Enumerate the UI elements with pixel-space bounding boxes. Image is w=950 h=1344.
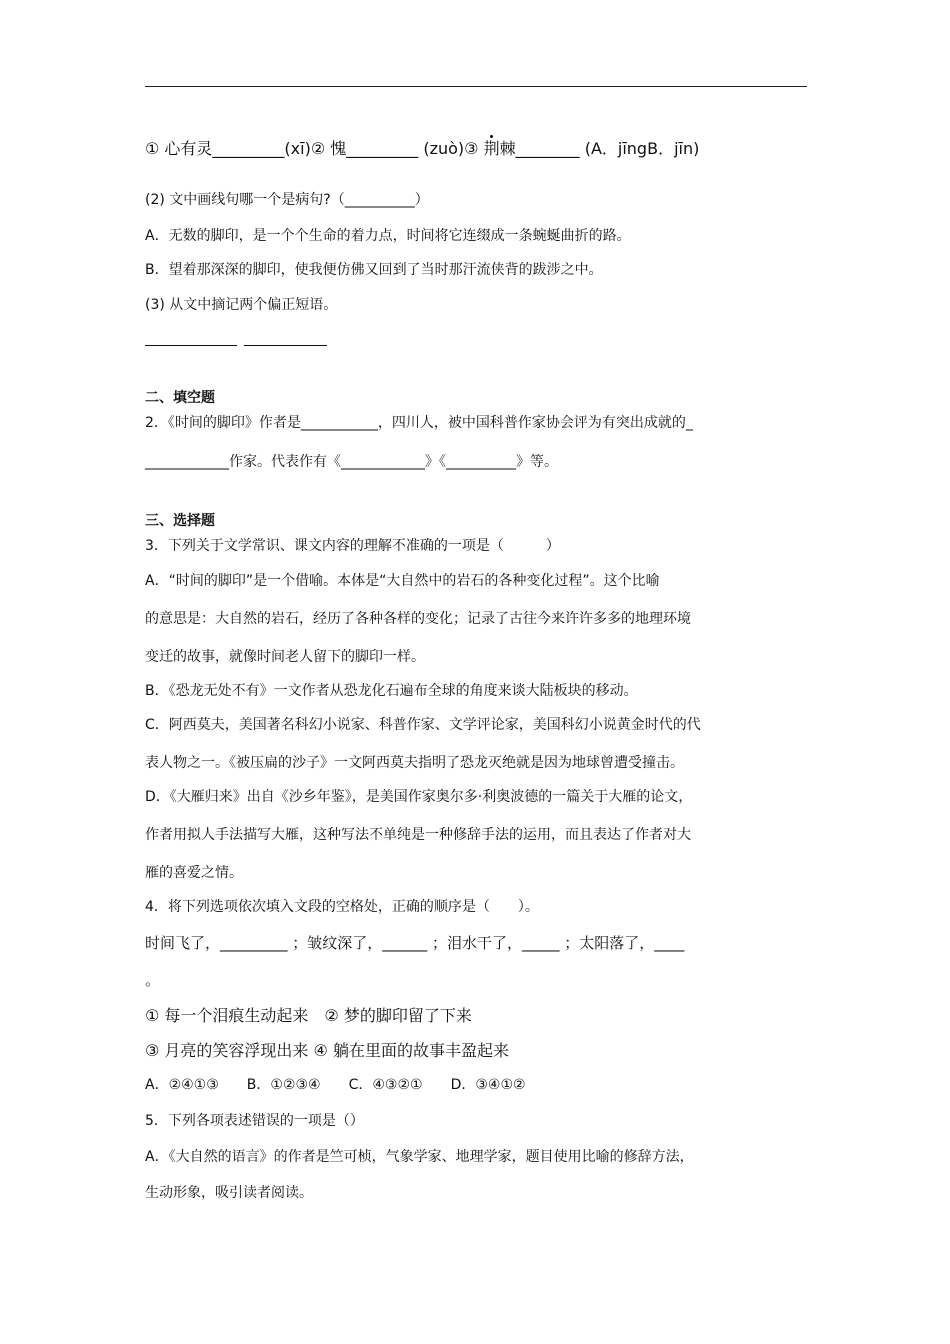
q5-option-a-line-1: A．《大自然的语言》的作者是竺可桢，气象学家、地理学家，题目使用比喻的修辞方法， [145, 1149, 694, 1165]
q2-line-2: ____________作家。代表作有《____________》《__________》等。 [145, 454, 558, 470]
answer-blank-2 [244, 345, 327, 346]
dotted-character: 荆 [483, 139, 500, 158]
q4-items-line-2: ③ 月亮的笑容浮现出来 ④ 躺在里面的故事丰盈起来 [145, 1041, 509, 1060]
q3-stem: 3．下列关于文学常识、课文内容的理解不准确的一项是（ ） [145, 538, 560, 554]
q3-option-d-line-1: D．《大雁归来》出自《沙乡年鉴》，是美国作家奥尔多·利奥波德的一篇关于大雁的论文， [145, 789, 693, 805]
q3-option-d-line-3: 雁的喜爱之情。 [145, 865, 243, 881]
q1-part1-line [145, 141, 699, 157]
section-3-heading: 三、选择题 [145, 513, 215, 529]
q1-part2-option-b: B．望着那深深的脚印，使我便仿佛又回到了当时那汗流侠背的跋涉之中。 [145, 262, 603, 278]
q3-option-a-line-3: 变迁的故事，就像时间老人留下的脚印一样。 [145, 649, 425, 665]
q1-part2-prompt: (2) 文中画线句哪一个是病句?（__________） [145, 192, 429, 208]
q4-choices: A．②④①③ B．①②③④ C．④③②① D．③④①② [145, 1077, 526, 1093]
q2-line-1: 2．《时间的脚印》作者是___________，四川人，被中国科普作家协会评为有突出成就的_ [145, 415, 693, 431]
q3-option-c-line-1: C．阿西莫夫，美国著名科幻小说家、科普作家、文学评论家，美国科幻小说黄金时代的代 [145, 717, 701, 733]
q5-option-a-line-2: 生动形象，吸引读者阅读。 [145, 1185, 313, 1201]
q3-option-b: B．《恐龙无处不有》一文作者从恐龙化石遍布全球的角度来谈大陆板块的移动。 [145, 683, 638, 699]
q4-items-line-1: ① 每一个泪痕生动起来 ② 梦的脚印留了下来 [145, 1006, 472, 1025]
q4-stem: 4．将下列选项依次填入文段的空格处，正确的顺序是（ ）。 [145, 899, 539, 915]
q1-part1-text: ① 心有灵_________(xī)② 愧_________ (zuò)③ [145, 139, 479, 158]
q3-option-d-line-2: 作者用拟人手法描写大雁，这种写法不单纯是一种修辞手法的运用，而且表达了作者对大 [145, 827, 691, 843]
q3-option-a-line-1: A．“时间的脚印”是一个借喻。本体是“大自然中的岩石的各种变化过程”。这个比喻 [145, 573, 660, 589]
q1-part2-option-a: A．无数的脚印，是一个个生命的着力点，时间将它连缀成一条蜿蜒曲折的路。 [145, 228, 631, 244]
header-rule [145, 86, 807, 87]
q4-passage-line-1: 时间飞了，_________ ；皱纹深了，______ ；泪水干了，_____ ；太阳落了，____ [145, 934, 685, 952]
q1-part1-rest: 棘________ (A．jīngB．jīn) [499, 139, 700, 158]
q5-stem: 5．下列各项表述错误的一项是（） [145, 1113, 364, 1129]
section-2-heading: 二、填空题 [145, 390, 215, 406]
q3-option-a-line-2: 的意思是：大自然的岩石，经历了各种各样的变化；记录了古往今来许许多多的地理环境 [145, 611, 691, 627]
q1-part3-prompt: (3) 从文中摘记两个偏正短语。 [145, 297, 338, 313]
answer-blank-1 [145, 345, 237, 346]
q4-passage-line-2: 。 [145, 971, 161, 989]
q3-option-c-line-2: 表人物之一。《被压扁的沙子》一文阿西莫夫指明了恐龙灭绝就是因为地球曾遭受撞击。 [145, 755, 684, 771]
